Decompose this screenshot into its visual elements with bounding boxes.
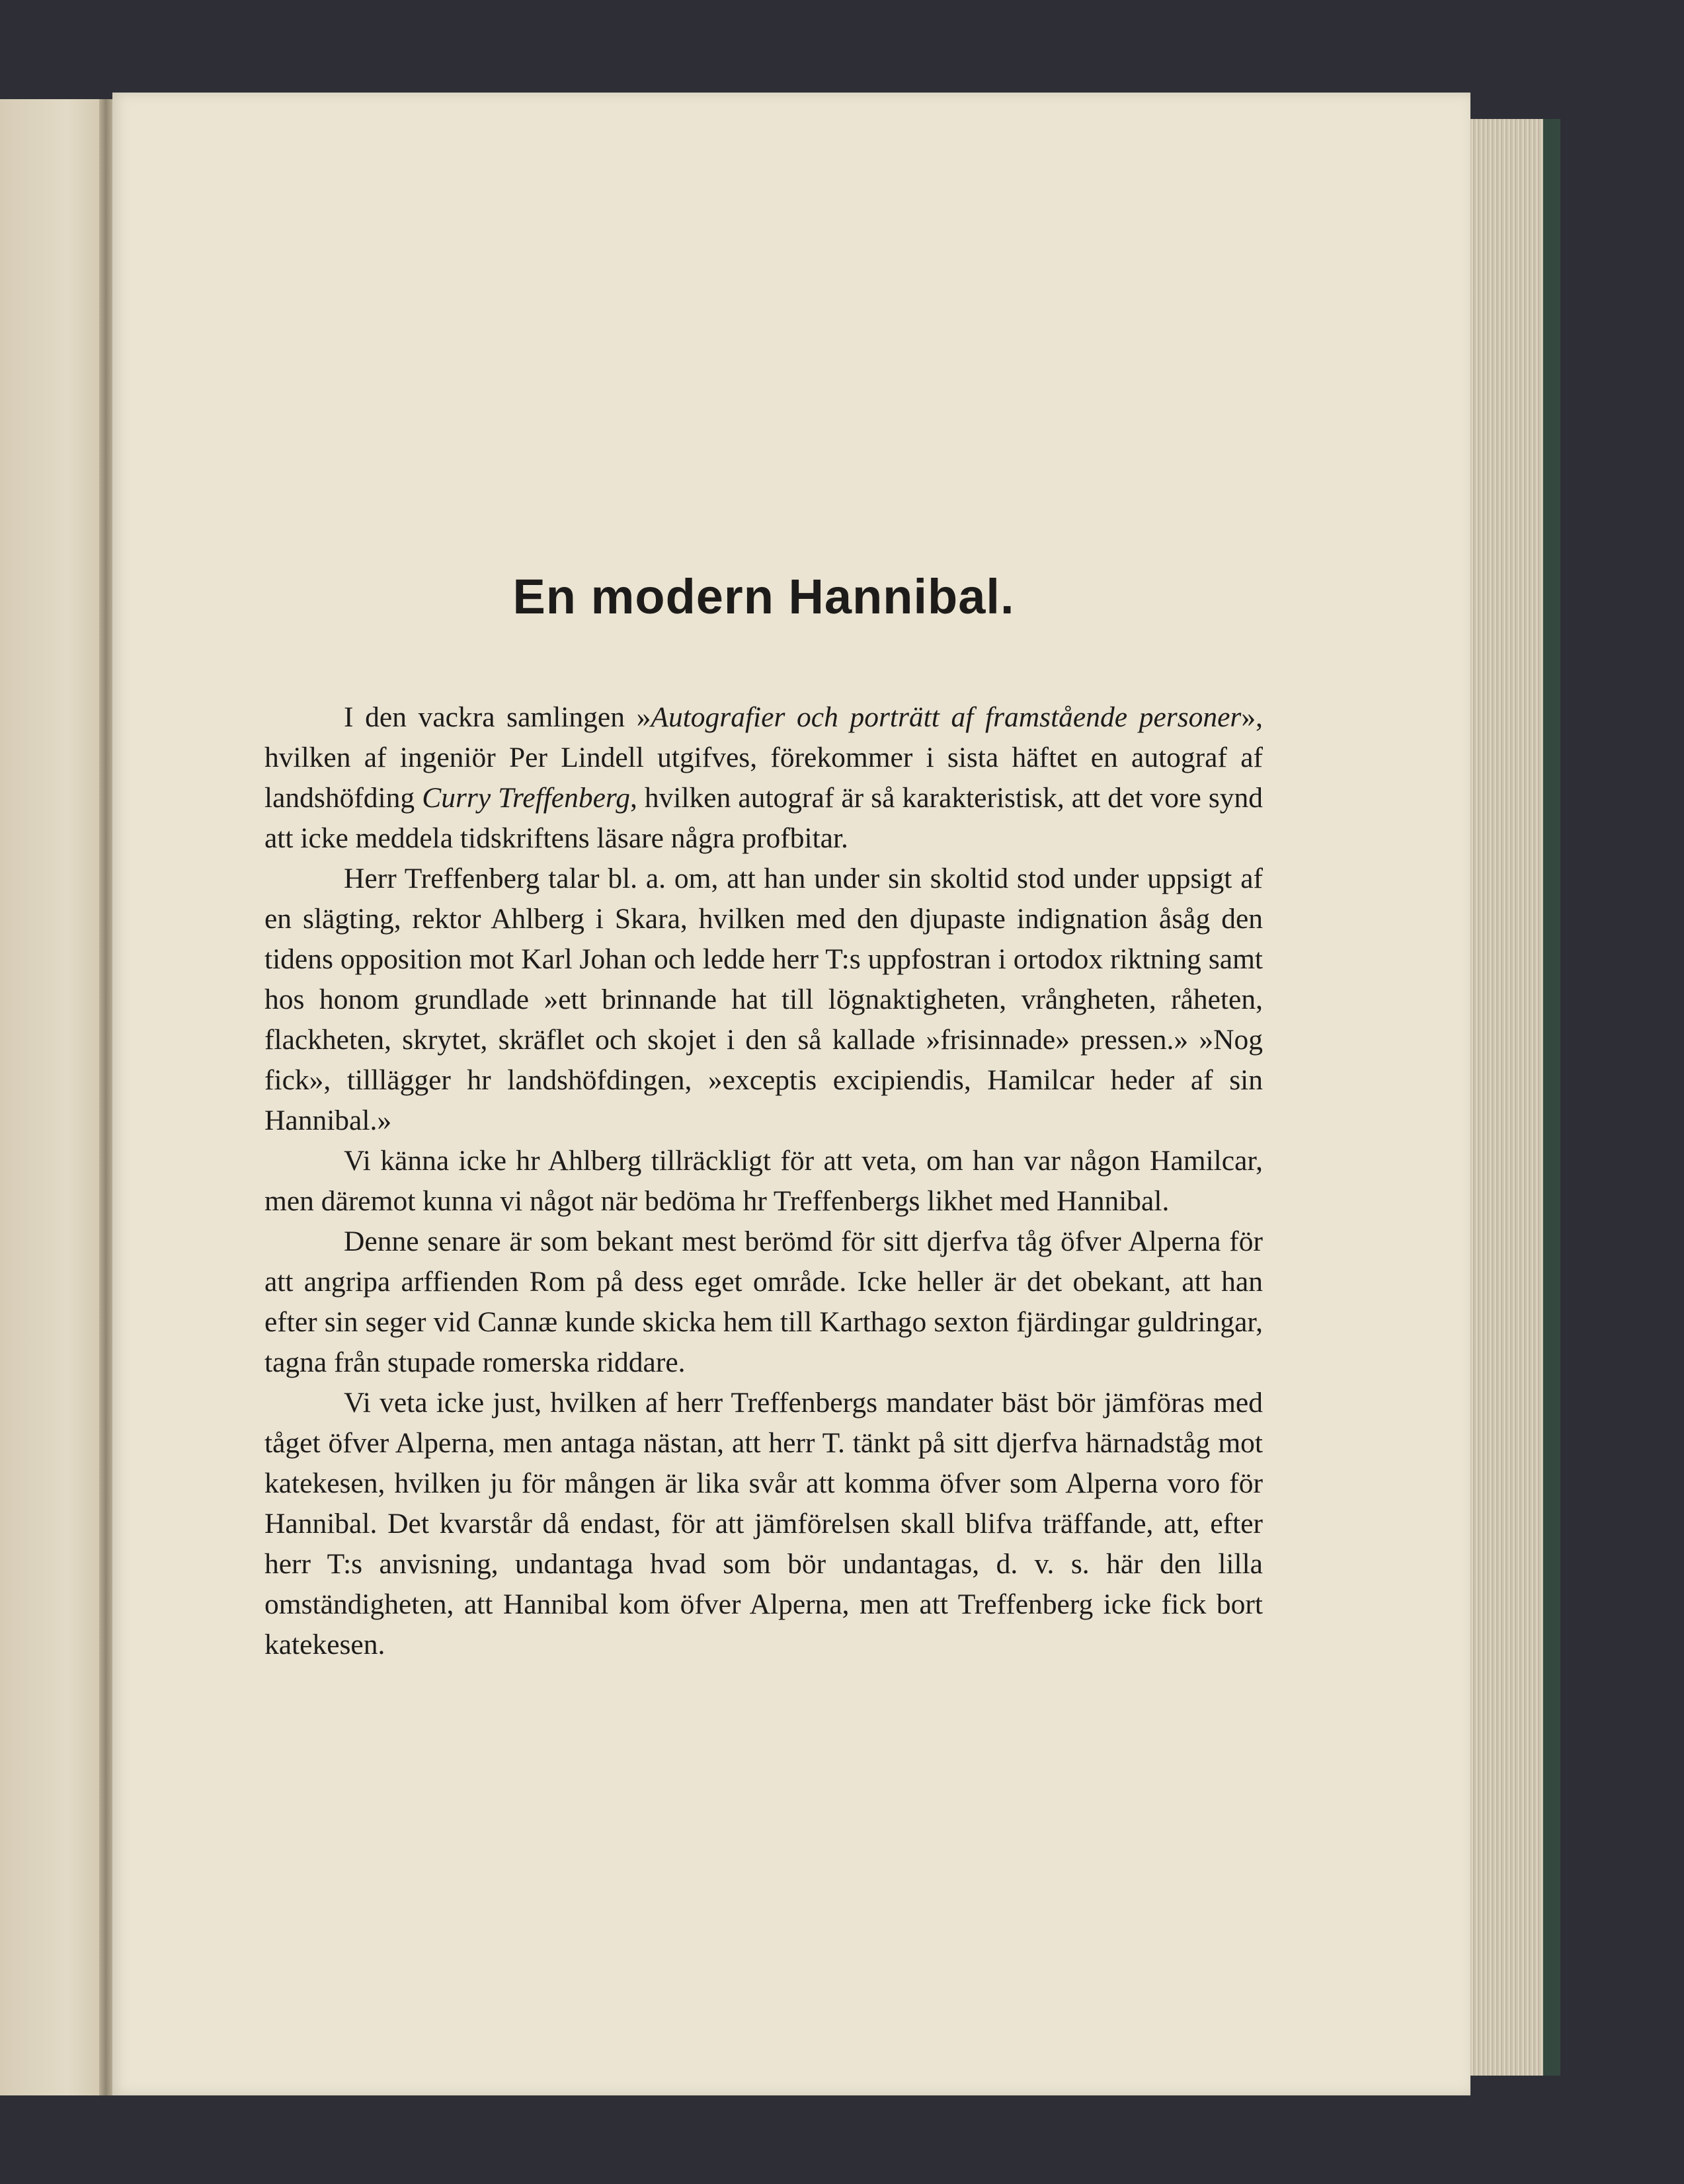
left-page	[0, 99, 112, 2095]
paragraph-1-text-a: I den vackra samlingen »	[344, 701, 651, 733]
book-gutter	[99, 99, 112, 2095]
article	[264, 568, 1263, 1665]
paragraph-2: Herr Treffenberg talar bl. a. om, att han under sin skoltid stod under uppsigt af en slägting, rektor Ahlberg i Skara, hvilken med den djupaste indignation åsåg den tidens opposition mot Karl Johan och ledde herr T:s uppfostran i ortodox riktning samt hos honom grundlade »ett brinnande hat till lögnaktigheten, vrångheten, råheten, flackheten, skrytet, skräflet och skojet i den så kallade »frisinnade» pressen.» »Nog fick», tilllägger hr landshöfdingen, »exceptis excipiendis, Hamilcar heder af sin Hannibal.»	[264, 863, 1263, 1136]
paragraph-1	[264, 697, 1263, 859]
paragraph-1-italic-title: Autografier och porträtt af framstående personer	[651, 701, 1242, 733]
book-cover-edge	[1543, 119, 1560, 2076]
paragraph-3: Vi känna icke hr Ahlberg tillräckligt för att veta, om han var någon Hamilcar, men däremot kunna vi något när bedöma hr Treffenbergs likhet med Hannibal.	[264, 1145, 1263, 1217]
paragraph-5: Vi veta icke just, hvilken af herr Treffenbergs mandater bäst bör jämföras med tåget öfver Alperna, men antaga nästan, att herr T. tänkt på sitt djerfva härnadståg mot katekesen, hvilken ju för mången är lika svår att komma öfver som Alperna voro för Hannibal. Det kvarstår då endast, för att jämförelsen skall blifva träffande, att, efter herr T:s anvisning, undantaga hvad som bör undantagas, d. v. s. här den lilla omständigheten, att Hannibal kom öfver Alperna, men att Treffenberg icke fick bort katekesen.	[264, 1387, 1263, 1660]
article-title: En modern Hannibal.	[512, 569, 1015, 624]
paragraph-1-text-c: , hvilken autograf är så karakteristisk, att det vore synd att icke meddela tidskriftens läsare några profbitar.	[264, 782, 1263, 854]
paragraph-1-italic-name: Curry Treffenberg	[422, 782, 630, 814]
paragraph-4: Denne senare är som bekant mest berömd för sitt djerfva tåg öfver Alperna för att angripa arffienden Rom på dess eget område. Icke heller är det obekant, att han efter sin seger vid Cannæ kunde skicka hem till Karthago sexton fjärdingar guldringar, tagna från stupade romerska riddare.	[264, 1226, 1263, 1378]
page-edges	[1470, 119, 1543, 2076]
paragraph-1-text-b: », hvilken af ingeniör Per Lindell utgifves, förekommer i sista häftet en autograf af landshöfding	[264, 701, 1263, 814]
